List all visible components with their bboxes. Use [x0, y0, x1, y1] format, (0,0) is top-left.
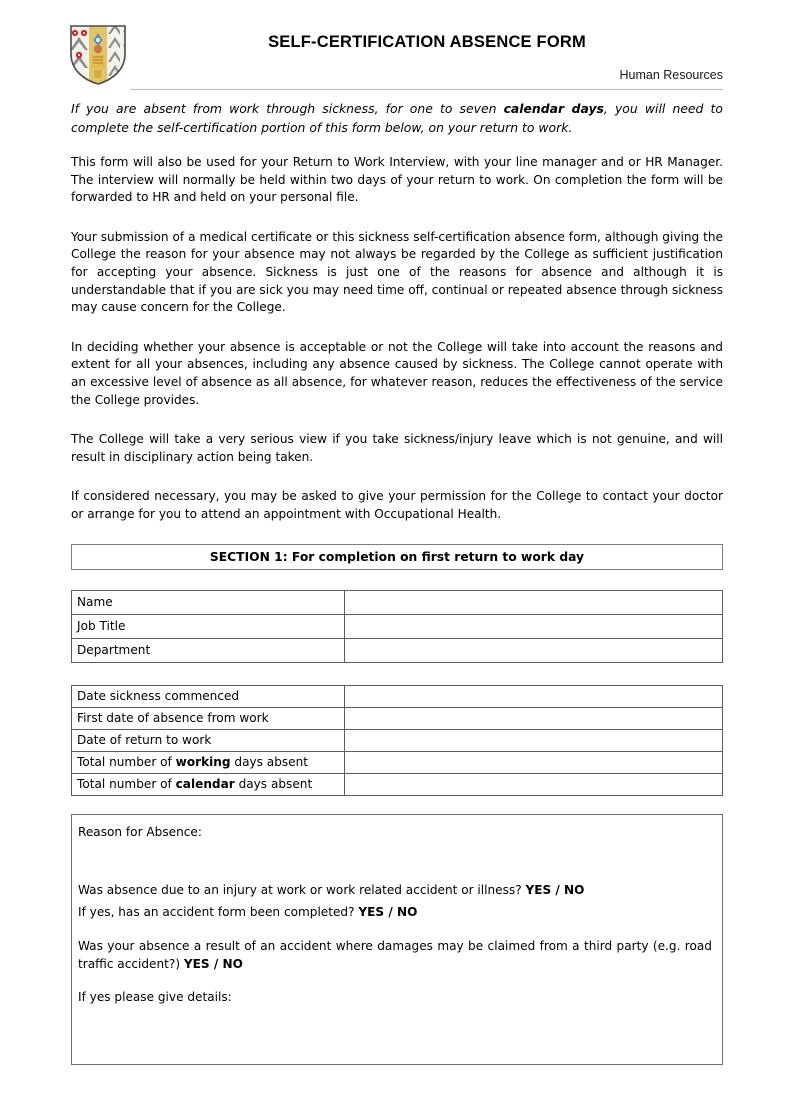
date-return-to-work-field[interactable]: [345, 729, 723, 751]
question-text: Was your absence a result of an accident where damages may be claimed from a third party (e.g. road traffic accident?): [78, 939, 712, 971]
spacer: [78, 973, 712, 989]
row-label-first-date-absence: [72, 707, 345, 729]
yes-no-options[interactable]: YES / NO: [358, 904, 418, 919]
question-accident-form: [78, 904, 712, 922]
row-label-department: Department: [72, 638, 345, 662]
section-1-heading: SECTION 1: For completion on first return to work day: [71, 544, 723, 570]
label-emphasis: calendar: [175, 776, 235, 791]
label-text: Total number of: [77, 776, 176, 791]
table-row: [72, 685, 723, 707]
spacer: [71, 137, 723, 154]
date-sickness-commenced-field[interactable]: [345, 685, 723, 707]
details-prompt: If yes please give details:: [78, 990, 232, 1005]
question-third-party-damages: [78, 938, 712, 973]
row-label-date-sickness-commenced: [72, 685, 345, 707]
spacer: [71, 207, 723, 229]
label-text: First date of absence from work: [77, 710, 269, 725]
row-label-working-days-absent: [72, 751, 345, 773]
paragraph-1: This form will also be used for your Return to Work Interview, with your line manager and or HR Manager. The interview will normally be held within two days of your return to work. On completion the form will be forwarded to HR and held on your personal file.: [71, 155, 723, 205]
label-text: Total number of: [77, 754, 176, 769]
department-field[interactable]: [345, 638, 723, 662]
table-row: [72, 614, 723, 638]
paragraph-2: Your submission of a medical certificate or this sickness self-certification absence form, although giving the College the reason for your absence may not always be regarded by the College as sufficient justification for accepting your absence. Sickness is just one of the reasons for absence and although it is understandable that if you are sick you may need time off, continual or repeated absence through sickness may cause concern for the College.: [71, 229, 723, 315]
intro-text-part2: , you will need to complete the self-certification portion of this form below, on your return to work.: [71, 101, 723, 135]
first-date-absence-field[interactable]: [345, 707, 723, 729]
label-text: Date of return to work: [77, 732, 212, 747]
label-emphasis: working: [175, 754, 231, 769]
header-divider: [131, 89, 723, 90]
intro-paragraph: [71, 100, 723, 137]
college-coat-of-arms-icon: [68, 24, 128, 86]
paragraph-3: In deciding whether your absence is acceptable or not the College will take into account the reasons and extent for all your absences, including any absence caused by sickness. The College cannot operate with an excessive level of absence as all absence, for whatever reason, reduces the effectiveness of the service the College provides.: [71, 339, 723, 407]
question-text: Was absence due to an injury at work or work related accident or illness?: [78, 883, 526, 898]
table-row: [72, 773, 723, 795]
question-injury-at-work: [78, 882, 712, 900]
spacer: [71, 409, 723, 431]
row-label-calendar-days-absent: [72, 773, 345, 795]
intro-text-bold: calendar days: [503, 101, 604, 116]
row-label-name: Name: [72, 590, 345, 614]
spacer: [78, 841, 712, 882]
personal-details-table: [71, 590, 723, 663]
absence-dates-table: [71, 685, 723, 796]
question-text: If yes, has an accident form been completed?: [78, 904, 359, 919]
yes-no-options[interactable]: YES / NO: [525, 883, 585, 898]
paragraph-4: The College will take a very serious view if you take sickness/injury leave which is not genuine, and will result in disciplinary action being taken.: [71, 432, 723, 464]
table-row: [72, 638, 723, 662]
table-row: [72, 590, 723, 614]
spacer: [71, 317, 723, 339]
reason-for-absence-box[interactable]: [71, 814, 723, 1065]
label-suffix: days absent: [230, 754, 309, 769]
department-label: Human Resources: [619, 68, 723, 82]
row-label-job-title: Job Title: [72, 614, 345, 638]
yes-no-options[interactable]: YES / NO: [183, 956, 243, 971]
reason-heading: Reason for Absence:: [78, 824, 202, 839]
row-label-date-return-to-work: [72, 729, 345, 751]
label-suffix: days absent: [234, 776, 313, 791]
paragraph-5: If considered necessary, you may be asked to give your permission for the College to contact your doctor or arrange for you to attend an appointment with Occupational Health.: [71, 489, 723, 521]
job-title-field[interactable]: [345, 614, 723, 638]
page-title: SELF-CERTIFICATION ABSENCE FORM: [268, 33, 586, 51]
table-row: [72, 729, 723, 751]
working-days-absent-field[interactable]: [345, 751, 723, 773]
name-field[interactable]: [345, 590, 723, 614]
document-header: [0, 0, 790, 82]
document-body: [71, 100, 723, 1065]
spacer: [78, 921, 712, 938]
label-text: Date sickness commenced: [77, 688, 240, 703]
spacer: [71, 466, 723, 488]
calendar-days-absent-field[interactable]: [345, 773, 723, 795]
table-row: [72, 707, 723, 729]
intro-text-part1: If you are absent from work through sickness, for one to seven: [71, 101, 504, 116]
table-row: [72, 751, 723, 773]
